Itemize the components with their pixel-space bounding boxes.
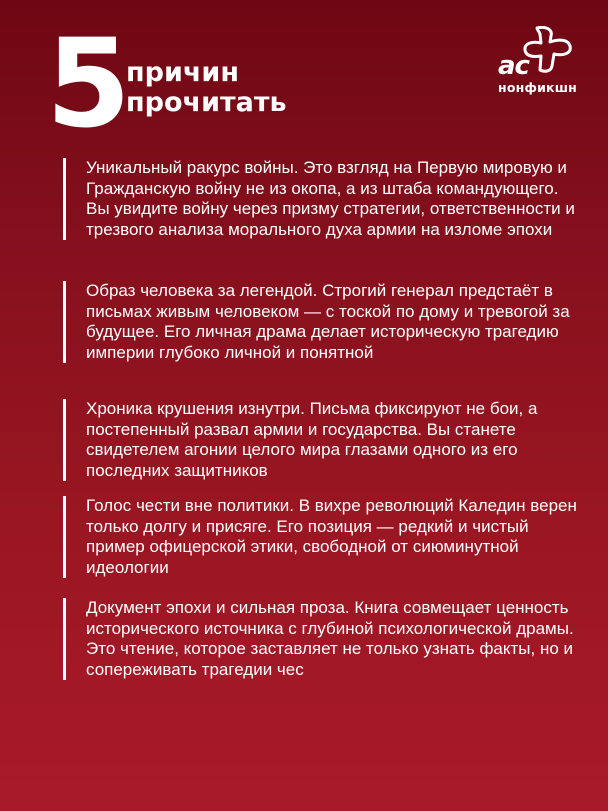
reason-item-5: Документ эпохи и сильная проза. Книга совмещает ценность исторического источника с глубиной психологической драмы. Это чтение, которое заставляет не только узнать факты, но и сопереживать трагедии чес (63, 598, 583, 680)
reason-item-2: Образ человека за легендой. Строгий генерал предстаёт в письмах живым человеком — с тоской по дому и тревогой за будущее. Его личная драма делает историческую трагедию империи глубоко личной и понятной (63, 281, 583, 363)
reason-item-3: Хроника крушения изнутри. Письма фиксируют не бои, а постепенный развал армии и государства. Вы станете свидетелем агонии целого мира глазами одного из его последних защитников (63, 399, 583, 481)
page-title (126, 58, 287, 118)
title-line-2: прочитать (126, 87, 287, 118)
big-number-five: 5 (46, 13, 129, 155)
header (0, 0, 608, 155)
title-line-1: причин (126, 57, 240, 88)
reason-item-4: Голос чести вне политики. В вихре революций Каледин верен только долгу и присяге. Его позиция — редкий и чистый пример офицерской этики, свободной от сиюминутной идеологии (63, 496, 583, 578)
reason-item-1: Уникальный ракурс войны. Это взгляд на Первую мировую и Гражданскую войну не из окопа, а из штаба командующего. Вы увидите войну через призму стратегии, ответственности и трезвого анализа морального духа армии на изломе эпохи (63, 158, 583, 240)
publisher-logo (496, 26, 580, 98)
logo-subtitle: нонфикшн (498, 80, 578, 95)
logo-brand: ас (498, 51, 529, 81)
